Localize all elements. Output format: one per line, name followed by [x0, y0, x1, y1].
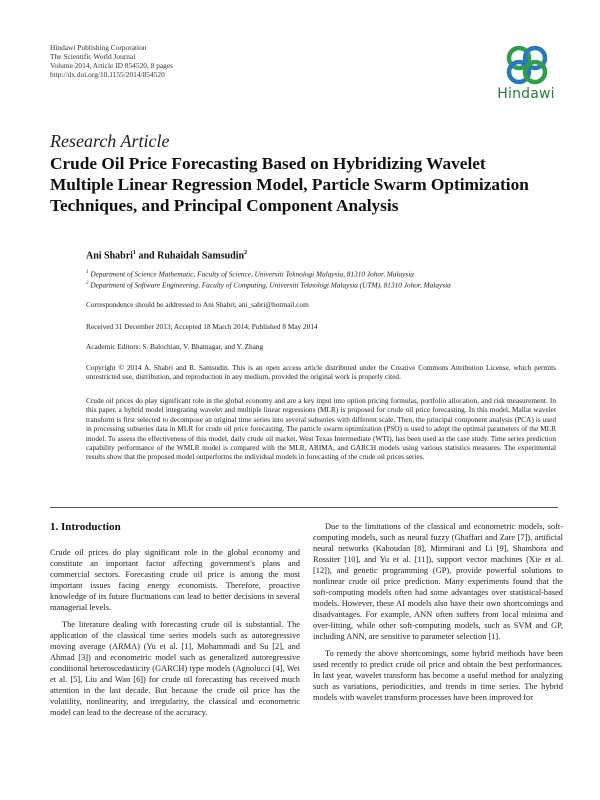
volume-line: Volume 2014, Article ID 854520, 8 pages [50, 61, 174, 70]
doi-link[interactable]: http://dx.doi.org/10.1155/2014/854520 [50, 70, 165, 79]
body-paragraph: Due to the limitations of the classical and econometric models, soft-computing models, such as neural fuzzy (Ghaffari and Zare [7]), artificial neural networks (Kaboudan [8], Mirmirani and Li [9], Shambora and Rossiter [10], and Yu et al. [11]), support vector machines (Xie et al. [12]), and genetic programming (GP), provide powerful solutions to nonlinear crude oil price prediction. Many experiments found that the soft-computing models often had some advantages over statistical-based models. However, these AI models also have their own shortcomings and disadvantages. For example, ANN often suffers from local minima and over-fitting, while other soft-computing models, such as SVM and GP, including ANN, are sensitive to parameter selection [1]. [313, 522, 563, 641]
author-list [86, 250, 247, 261]
title-line: Multiple Linear Regression Model, Particle Swarm Optimization [50, 175, 529, 194]
affiliation-1 [86, 268, 556, 279]
affiliation-marker: 1 [86, 270, 89, 275]
copyright-notice: Copyright © 2014 A. Shabri and R. Samsudin. This is an open access article distributed under the Creative Commons Attribution License, which permits unrestricted use, distribution, and reproduction in any medium, provided the original work is properly cited. [86, 363, 556, 382]
affiliation-text: Department of Science Mathematic, Faculty of Science, Universiti Teknologi Malaysia, 81310 Johor, Malaysia [90, 269, 414, 279]
hindawi-wordmark: Hindawi [497, 86, 555, 102]
title-line: Techniques, and Principal Component Analysis [50, 196, 399, 215]
body-paragraph: The literature dealing with forecasting crude oil is substantial. The application of the classical time series models such as autoregressive moving average (ARMA) (Yu et al. [1], Mohammadi and Su [2], and Ahmad [3]) and econometric model such as generalized autoregressive conditional heteroscedasticity (GARCH) type models (Agnolucci [4], Wei et al. [5], Liu and Wan [6]) for crude oil forecasting has received much attention in the last decade. But because the crude oil price has the volatility, nonlinearity, and irregularity, the classical and econometric model can lead to the decrease of the accuracy. [50, 620, 300, 717]
academic-editors: Academic Editors: S. Balochian, V. Bhatnagar, and Y. Zhang [86, 342, 264, 351]
affiliation-marker: 2 [86, 280, 89, 286]
affiliation-2 [86, 279, 556, 290]
journal-header [50, 43, 173, 79]
article-type: Research Article [50, 131, 170, 151]
abstract: Crude oil prices do play significant role in the global economy and are a key input into option pricing formulas, portfolio allocation, and risk measurement. In this paper, a hybrid model integrating wavelet and multiple linear regressions (MLR) is proposed for crude oil price forecasting. In this model, Mallat wavelet transform is first selected to decompose an original time series into several subseries with different scale. Then, the principal component analysis (PCA) is used in processing subseries data in MLR for crude oil price forecasting. The particle swarm optimization (PSO) is used to adopt the optimal parameters of the MLR model. To assess the effectiveness of this model, daily crude oil market, West Texas Intermediate (WTI), has been used as the case study. Time series prediction capability performance of the WMLR model is compared with the MLR, ARIMA, and GARCH models using various statistics measures. The experimental results show that the proposed model outperforms the individual models in forecasting of the crude oil prices series. [86, 396, 556, 462]
body-paragraph: To remedy the above shortcomings, some hybrid methods have been used recently to predict crude oil price and obtain the best performances. In last year, wavelet transform has become a useful method for analyzing such as variations, periodicities, and trends in time series. The hybrid models with wavelet transform processes have been improved for [313, 649, 563, 702]
affiliation-marker: 2 [244, 250, 248, 256]
title-line: Crude Oil Price Forecasting Based on Hybridizing Wavelet [50, 154, 486, 173]
hindawi-logo [494, 43, 558, 113]
affiliation-text: Department of Software Engineering, Faculty of Computing, Universiti Teknologi Malaysia (UTM), 81310 Johor, Malaysia [90, 280, 451, 290]
section-heading: 1. Introduction [50, 521, 121, 533]
journal-name: The Scientific World Journal [50, 52, 136, 61]
affiliations [86, 268, 556, 289]
body-column-right [313, 521, 563, 709]
author-name: Ruhaidah Samsudin [157, 250, 245, 262]
author-name: Ani Shabri [86, 250, 133, 262]
body-column-left [50, 521, 300, 724]
correspondence-note: Correspondence should be addressed to Ani Shabri; ani_sabri@hotmail.com [86, 300, 309, 309]
publisher-line: Hindawi Publishing Corporation [50, 43, 147, 52]
section-divider [50, 507, 558, 508]
hindawi-logo-icon [502, 43, 552, 87]
affiliation-marker: 1 [132, 250, 136, 256]
author-conjunction: and [138, 250, 155, 262]
publication-dates: Received 31 December 2013; Accepted 18 March 2014; Published 8 May 2014 [86, 322, 318, 331]
paper-title [50, 153, 570, 216]
body-paragraph: Crude oil prices do play significant role in the global economy and constitute an important factor affecting government's plans and commercial sectors. Forecasting crude oil price is among the most important issues facing energy economists. Therefore, proactive knowledge of its future fluctuations can lead to better decisions in several managerial levels. [50, 548, 300, 612]
